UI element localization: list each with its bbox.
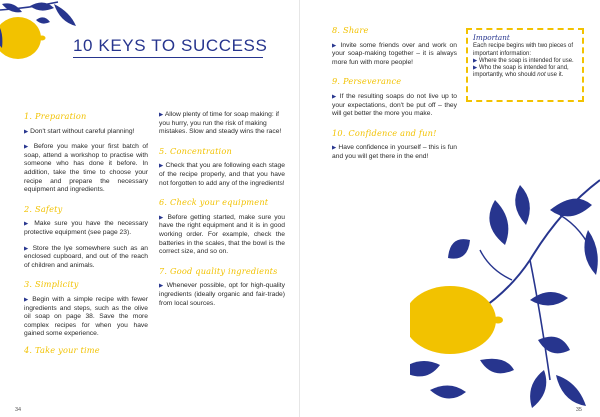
heading-safety: 2. Safety [24,203,63,214]
paragraph: ▶ Have confidence in yourself – this is fun and you will get there in the end! [332,144,457,160]
page-title: 10 KEYS TO SUCCESS [73,36,268,55]
heading-check-equipment: 6. Check your equipment [159,197,269,208]
arrow-bullet-icon: ▶ [473,57,478,64]
paragraph: ▶ Allow plenty of time for soap making: if you hurry, you run the risk of making mistakes. Slow and steady wins the race! [159,111,282,136]
paragraph: ▶ Whenever possible, opt for high-quality ingredients (ideally organic and fair-trade) from local sources. [159,282,285,307]
arrow-bullet-icon: ▶ [332,42,338,49]
left-column-2 [159,111,285,315]
heading-perseverance: 9. Perseverance [332,76,402,87]
important-note-box [466,28,584,102]
heading-share: 8. Share [332,25,369,35]
lemon-branch-illustration [0,0,90,70]
arrow-bullet-icon: ▶ [24,128,29,135]
paragraph: ▶ Begin with a simple recipe with fewer ingredients and steps, such as the olive oil soap on page 38. Save the more complex recipes for when you have gained some experience. [24,295,148,338]
heading-simplicity: 3. Simplicity [24,279,79,290]
paragraph: ▶ Don't start without careful planning! [24,127,135,135]
paragraph: ▶ If the resulting soaps do not live up to your expectations, don't be put off – they will get better the more you make. [332,92,457,118]
arrow-bullet-icon: ▶ [159,163,164,170]
heading-confidence-and-fun: 10. Confidence and fun! [332,127,437,138]
page-number-right: 35 [575,407,582,413]
arrow-bullet-icon: ▶ [473,65,478,72]
important-intro: Each recipe begins with two pieces of important information: [473,43,574,57]
arrow-bullet-icon: ▶ [24,221,31,228]
left-column-1 [24,112,148,361]
paragraph: ▶ Before getting started, make sure you have the right equipment and it is in good working order. For example, check the batteries in the scales, that the bowl is the correct size, and so on. [159,213,285,256]
right-page [300,0,600,417]
arrow-bullet-icon: ▶ [24,296,30,303]
paragraph: ▶ Invite some friends over and work on your soap-making together – it is always more fun with more people! [332,41,457,66]
page-number-left: 34 [15,407,22,413]
arrow-bullet-icon: ▶ [332,93,338,100]
heading-concentration: 5. Concentration [159,145,232,156]
heading-preparation: 1. Preparation [24,111,87,121]
paragraph: ▶ Before you make your first batch of soap, attend a workshop to practise with someone who has done it before. In addition, take the time to choose your recipe and prepare the necessary equipment and ingredients. [24,143,148,194]
arrow-bullet-icon: ▶ [24,245,30,252]
lemon-branch-illustration [410,170,600,410]
paragraph: ▶ Make sure you have the necessary protective equipment (see page 23). [24,220,148,236]
arrow-bullet-icon: ▶ [159,283,165,290]
paragraph: ▶ Store the lye somewhere such as an enclosed cupboard, and out of the reach of children and animals. [24,244,148,269]
paragraph: ▶ Check that you are following each stage of the recipe properly, and that you have not forgotten to add any of the ingredients! [159,162,285,187]
heading-good-quality-ingredients: 7. Good quality ingredients [159,265,278,276]
important-heading: Important [473,33,510,42]
important-item: ▶ Who the soap is intended for and, importantly, who should not use it. [473,65,569,79]
arrow-bullet-icon: ▶ [159,214,165,221]
arrow-bullet-icon: ▶ [24,144,31,151]
right-column [332,26,457,169]
arrow-bullet-icon: ▶ [159,112,164,118]
title-underline [73,57,263,58]
arrow-bullet-icon: ▶ [332,145,337,152]
important-item: ▶ Where the soap is intended for use. [473,57,574,64]
heading-take-your-time: 4. Take your time [24,344,100,355]
